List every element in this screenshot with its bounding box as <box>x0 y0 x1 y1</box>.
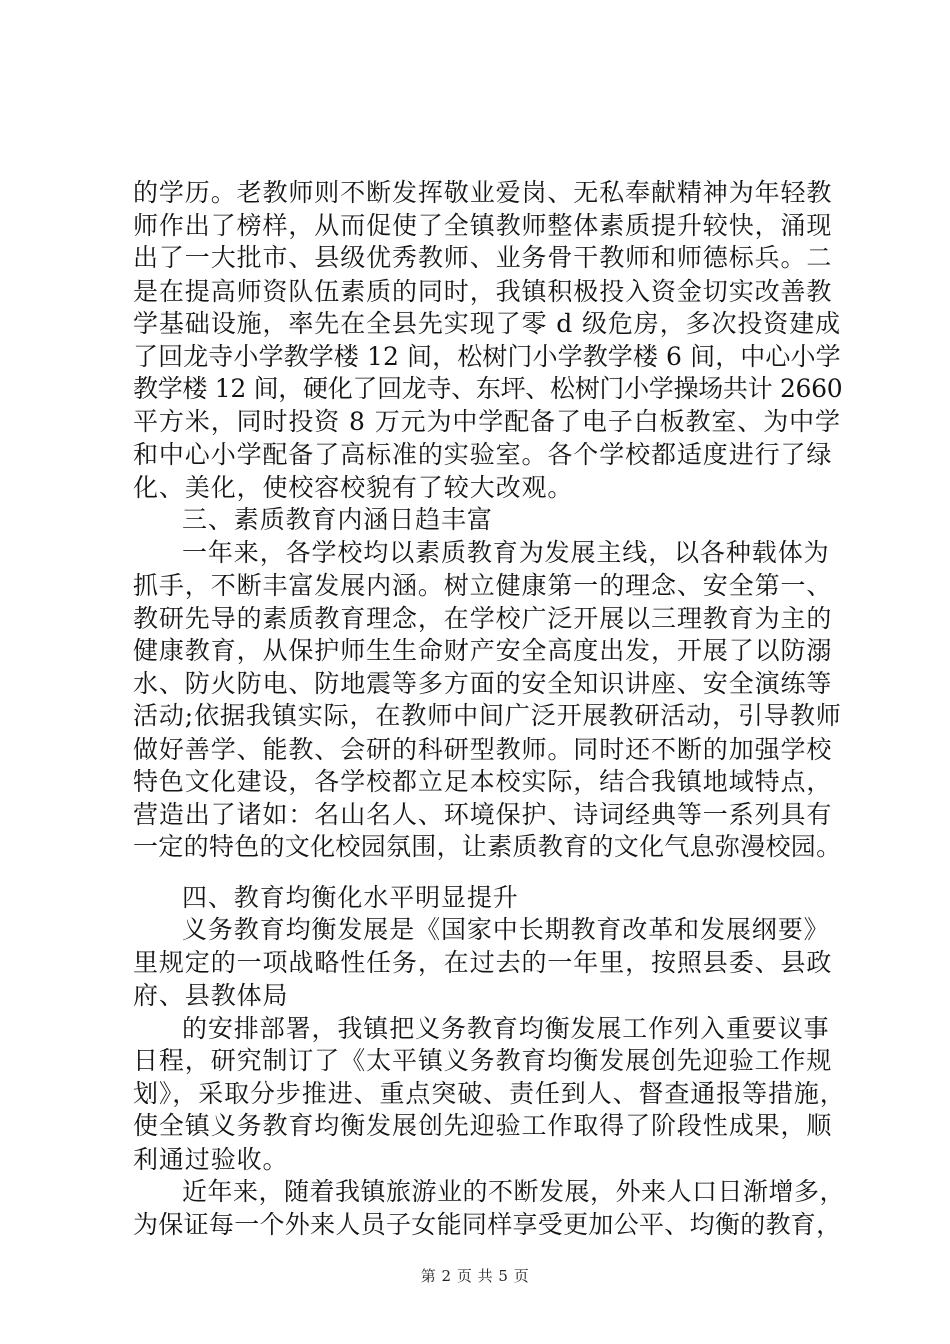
body-line: 教学楼 12 间，硬化了回龙寺、东坪、松树门小学操场共计 2660 <box>133 374 843 403</box>
body-line: 利通过验收。 <box>133 1145 289 1174</box>
body-line: 的安排部署，我镇把义务教育均衡发展工作列入重要议事 <box>182 1014 830 1043</box>
body-line: 府、县教体局 <box>133 981 289 1010</box>
body-line: 和中心小学配备了高标准的实验室。各个学校都适度进行了绿 <box>133 440 833 469</box>
body-line: 划》，采取分步推进、重点突破、责任到人、督查通报等措施， <box>133 1079 846 1108</box>
body-line: 水、防火防电、防地震等多方面的安全知识讲座、安全演练等 <box>133 669 833 698</box>
body-line: 一年来，各学校均以素质教育为发展主线，以各种载体为 <box>182 538 830 567</box>
section-heading: 三、素质教育内涵日趋丰富 <box>182 505 493 534</box>
body-line: 学基础设施，率先在全县先实现了零 d 级危房，多次投资建成 <box>133 309 841 338</box>
body-line: 义务教育均衡发展是《国家中长期教育改革和发展纲要》 <box>182 915 830 944</box>
body-line: 师作出了榜样，从而促使了全镇教师整体素质提升较快，涌现 <box>133 211 833 240</box>
body-line: 营造出了诸如：名山名人、环境保护、诗词经典等一系列具有 <box>133 800 833 829</box>
body-line: 平方米，同时投资 8 万元为中学配备了电子白板教室、为中学 <box>133 407 841 436</box>
body-line: 特色文化建设，各学校都立足本校实际，结合我镇地域特点， <box>133 767 833 796</box>
body-line: 近年来，随着我镇旅游业的不断发展，外来人口日渐增多， <box>182 1177 846 1206</box>
body-line: 一定的特色的文化校园氛围，让素质教育的文化气息弥漫校园。 <box>133 832 842 861</box>
body-line: 教研先导的素质教育理念，在学校广泛开展以三理教育为主的 <box>133 604 833 633</box>
body-line: 了回龙寺小学教学楼 12 间，松树门小学教学楼 6 间，中心小学 <box>133 342 841 371</box>
body-line: 健康教育，从保护师生生命财产安全高度出发，开展了以防溺 <box>133 636 833 665</box>
body-line: 使全镇义务教育均衡发展创先迎验工作取得了阶段性成果，顺 <box>133 1111 833 1140</box>
body-line: 化、美化，使校容校貌有了较大改观。 <box>133 473 574 502</box>
section-heading: 四、教育均衡化水平明显提升 <box>182 883 519 912</box>
body-line: 里规定的一项战略性任务，在过去的一年里，按照县委、县政 <box>133 948 833 977</box>
body-line: 日程，研究制订了《太平镇义务教育均衡发展创先迎验工作规 <box>133 1046 833 1075</box>
body-line: 是在提高师资队伍素质的同时，我镇积极投入资金切实改善教 <box>133 277 833 306</box>
body-line: 抓手，不断丰富发展内涵。树立健康第一的理念、安全第一、 <box>133 571 833 600</box>
body-line: 为保证每一个外来人员子女能同样享受更加公平、均衡的教育， <box>133 1210 842 1239</box>
page-number: 第 2 页 共 5 页 <box>420 1267 530 1285</box>
body-line: 做好善学、能教、会研的科研型教师。同时还不断的加强学校 <box>133 735 833 764</box>
body-line: 活动;依据我镇实际，在教师中间广泛开展教研活动，引导教师 <box>133 701 842 730</box>
body-line: 的学历。老教师则不断发挥敬业爱岗、无私奉献精神为年轻教 <box>133 178 833 207</box>
body-line: 出了一大批市、县级优秀教师、业务骨干教师和师德标兵。二 <box>133 243 833 272</box>
